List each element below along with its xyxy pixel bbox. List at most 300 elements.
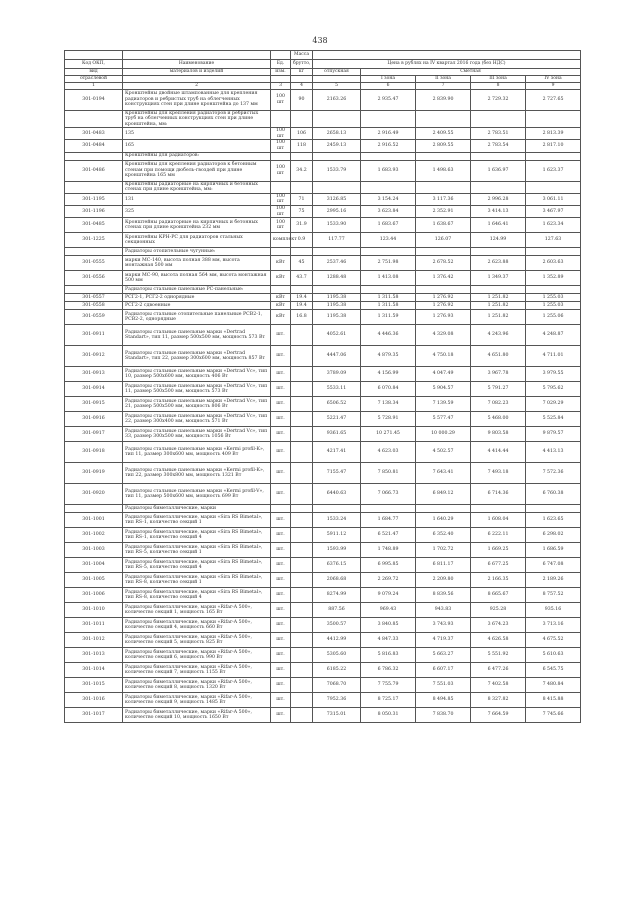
empty-cell bbox=[271, 505, 291, 513]
unit-cell: кВт bbox=[271, 256, 291, 271]
item-name: Радиаторы стальные панельные марки «Kermi profil-V», тип 11, размер 500х600 мм, мощность 699 Вт bbox=[123, 484, 271, 505]
code-cell: 301-0919 bbox=[65, 463, 123, 484]
mass-cell: 0.9 bbox=[291, 233, 313, 248]
zone-price-4: 5 610.63 bbox=[526, 648, 581, 663]
zone-price-4: 1 352.89 bbox=[526, 271, 581, 286]
table-row bbox=[65, 271, 581, 286]
empty-cell bbox=[416, 286, 471, 294]
zone-price-2: 7 643.41 bbox=[416, 463, 471, 484]
empty-cell bbox=[313, 181, 361, 193]
zone-price-1: 2 935.47 bbox=[361, 89, 416, 110]
mass-cell: 75 bbox=[291, 206, 313, 218]
code-cell: 301-0485 bbox=[65, 218, 123, 233]
price-table bbox=[64, 50, 581, 723]
wholesale-price: 117.77 bbox=[313, 233, 361, 248]
item-name: Радиаторы биметаллические, марки «Rifar-A 500», количество секций 7, мощность 1155 Вт bbox=[123, 663, 271, 678]
item-name: Радиаторы стальные панельные марки «Dertrad Vc», тип 33, размер 300х500 мм, мощность 1056 Вт bbox=[123, 427, 271, 442]
section-name: Радиаторы стальные панельные РС-панельные: bbox=[123, 286, 271, 294]
unit-cell: шт. bbox=[271, 618, 291, 633]
zone-price-1: 3 154.24 bbox=[361, 193, 416, 205]
item-name: Радиаторы биметаллические, марки «Rifar-A 500», количество секций 1, мощность 165 Вт bbox=[123, 603, 271, 618]
code-cell: 301-1225 bbox=[65, 233, 123, 248]
empty-cell bbox=[471, 152, 526, 160]
zone-price-3: 4 651.80 bbox=[471, 346, 526, 367]
item-name: марки МС-140, высота полная 388 мм, высота монтажная 500 мм bbox=[123, 256, 271, 271]
zone-price-2: 1 276.92 bbox=[416, 302, 471, 310]
item-name: Радиаторы биметаллические, марки «Rifar-A 500», количество секций 8, мощность 1320 Вт bbox=[123, 678, 271, 693]
unit-cell: шт. bbox=[271, 603, 291, 618]
code-cell: 301-0486 bbox=[65, 160, 123, 181]
zone-price-1: 1 683.67 bbox=[361, 218, 416, 233]
page-number: 438 bbox=[312, 36, 328, 45]
zone-price-4: 3 467.97 bbox=[526, 206, 581, 218]
code-cell: 301-0911 bbox=[65, 325, 123, 346]
header-name-label: Наименование bbox=[123, 60, 271, 69]
zone-price-3: 2 623.88 bbox=[471, 256, 526, 271]
zone-price-3: 2 166.35 bbox=[471, 573, 526, 588]
unit-cell: шт. bbox=[271, 633, 291, 648]
wholesale-price: 7952.36 bbox=[313, 693, 361, 708]
wholesale-price: 4412.99 bbox=[313, 633, 361, 648]
mass-cell bbox=[291, 367, 313, 382]
mass-cell: 45 bbox=[291, 256, 313, 271]
wholesale-price: 3126.85 bbox=[313, 193, 361, 205]
zone-price-2: 2 409.55 bbox=[416, 128, 471, 140]
header-price-title: Цена в рублях на IV квартал 2016 года (без НДС) bbox=[313, 60, 581, 69]
item-name: Радиаторы биметаллические, марки «Sira RS Bimetal», тип RS-8, количество секций 1 bbox=[123, 573, 271, 588]
code-cell: 301-0556 bbox=[65, 271, 123, 286]
zone-price-2: 7 139.59 bbox=[416, 397, 471, 412]
table-row bbox=[65, 397, 581, 412]
zone-price-4: 3 061.11 bbox=[526, 193, 581, 205]
zone-price-2: 4 750.18 bbox=[416, 346, 471, 367]
mass-cell: 19.4 bbox=[291, 302, 313, 310]
zone-price-3: 7 082.23 bbox=[471, 397, 526, 412]
item-name: РСГ2-1, РСГ2-2 однорядные bbox=[123, 294, 271, 302]
zone-price-1: 7 066.73 bbox=[361, 484, 416, 505]
unit-cell: 100 шт bbox=[271, 89, 291, 110]
zone-price-2: 3 743.93 bbox=[416, 618, 471, 633]
zone-price-4: 1 623.37 bbox=[526, 160, 581, 181]
zone-price-4: 2 603.63 bbox=[526, 256, 581, 271]
header-wholesale: отпускная bbox=[313, 69, 361, 76]
zone-price-3: 5 791.27 bbox=[471, 382, 526, 397]
table-row bbox=[65, 442, 581, 463]
item-name: Радиаторы биметаллические, марки «Sira RS Bimetal», тип RS-1, количество секций 4 bbox=[123, 528, 271, 543]
zone-price-2: 1 640.29 bbox=[416, 513, 471, 528]
zone-price-2: 5 663.27 bbox=[416, 648, 471, 663]
empty-cell bbox=[526, 181, 581, 193]
mass-cell bbox=[291, 573, 313, 588]
code-cell: 301-0912 bbox=[65, 346, 123, 367]
empty-cell bbox=[526, 286, 581, 294]
mass-cell bbox=[291, 603, 313, 618]
item-name: Радиаторы стальные панельные марки «Dertrad Vc», тип 22, размер 300х400 мм, мощность 571 Вт bbox=[123, 412, 271, 427]
zone-price-1: 8 725.17 bbox=[361, 693, 416, 708]
zone-price-4: 2 727.65 bbox=[526, 89, 581, 110]
table-row bbox=[65, 294, 581, 302]
zone-price-4: 7 029.29 bbox=[526, 397, 581, 412]
zone-price-2: 1 376.42 bbox=[416, 271, 471, 286]
code-cell: 301-1016 bbox=[65, 693, 123, 708]
empty-cell bbox=[271, 181, 291, 193]
zone-price-2: 6 607.17 bbox=[416, 663, 471, 678]
zone-price-3: 2 783.54 bbox=[471, 140, 526, 152]
empty-cell bbox=[526, 505, 581, 513]
zone-price-4: 7 745.66 bbox=[526, 708, 581, 723]
table-row bbox=[65, 193, 581, 205]
item-name: 165 bbox=[123, 140, 271, 152]
code-cell: 301-1196 bbox=[65, 206, 123, 218]
zone-price-1: 2 269.72 bbox=[361, 573, 416, 588]
zone-price-2: 3 117.36 bbox=[416, 193, 471, 205]
mass-cell: 118 bbox=[291, 140, 313, 152]
section-row bbox=[65, 110, 581, 128]
unit-cell: шт. bbox=[271, 346, 291, 367]
zone-price-2: 7 838.70 bbox=[416, 708, 471, 723]
wholesale-price: 2995.16 bbox=[313, 206, 361, 218]
empty-cell bbox=[271, 286, 291, 294]
wholesale-price: 2537.46 bbox=[313, 256, 361, 271]
item-name: Радиаторы стальные панельные марки «Dertrad Vc», тип 21, размер 500х500 мм, мощность 806 Вт bbox=[123, 397, 271, 412]
section-name: Радиаторы отопительные чугунные: bbox=[123, 248, 271, 256]
zone-price-4: 1 686.59 bbox=[526, 543, 581, 558]
unit-cell: 100 шт bbox=[271, 128, 291, 140]
code-cell: 301-0484 bbox=[65, 140, 123, 152]
zone-price-4: 2 189.26 bbox=[526, 573, 581, 588]
header-mass3: кг bbox=[291, 69, 313, 76]
zone-price-1: 7 138.34 bbox=[361, 397, 416, 412]
empty-cell bbox=[361, 110, 416, 128]
zone-price-2: 2 839.90 bbox=[416, 89, 471, 110]
code-cell: 301-1013 bbox=[65, 648, 123, 663]
zone-price-2: 2 209.80 bbox=[416, 573, 471, 588]
mass-cell bbox=[291, 588, 313, 603]
zone-price-3: 1 646.41 bbox=[471, 218, 526, 233]
item-name: марки МС-90, высота полная 564 мм, высота монтажная 500 мм bbox=[123, 271, 271, 286]
empty-cell bbox=[471, 110, 526, 128]
zone-price-4: 2 813.39 bbox=[526, 128, 581, 140]
zone-price-2: 5 904.57 bbox=[416, 382, 471, 397]
zone-price-3: 1 349.37 bbox=[471, 271, 526, 286]
item-name: Радиаторы биметаллические, марки «Rifar-A 500», количество секций 4, мощность 660 Вт bbox=[123, 618, 271, 633]
empty-cell bbox=[361, 248, 416, 256]
zone-price-3: 1 251.82 bbox=[471, 294, 526, 302]
zone-price-2: 126.07 bbox=[416, 233, 471, 248]
header-blank-c bbox=[291, 76, 313, 83]
zone-price-4: 3 713.16 bbox=[526, 618, 581, 633]
mass-cell bbox=[291, 463, 313, 484]
zone-price-3: 4 414.44 bbox=[471, 442, 526, 463]
unit-cell: 100 шт bbox=[271, 140, 291, 152]
wholesale-price: 2658.13 bbox=[313, 128, 361, 140]
header-zone-3: III зона bbox=[471, 76, 526, 83]
wholesale-price: 1593.99 bbox=[313, 543, 361, 558]
zone-price-2: 4 719.37 bbox=[416, 633, 471, 648]
section-row bbox=[65, 286, 581, 294]
code-cell: 301-1195 bbox=[65, 193, 123, 205]
zone-price-1: 3 623.84 bbox=[361, 206, 416, 218]
zone-price-3: 1 608.04 bbox=[471, 513, 526, 528]
wholesale-price: 6440.63 bbox=[313, 484, 361, 505]
table-row bbox=[65, 233, 581, 248]
code-cell: 301-0559 bbox=[65, 310, 123, 325]
zone-price-3: 5 468.00 bbox=[471, 412, 526, 427]
code-cell: 301-1003 bbox=[65, 543, 123, 558]
colnum-3: 3 bbox=[271, 83, 291, 90]
zone-price-1: 4 156.99 bbox=[361, 367, 416, 382]
item-name: Радиаторы биметаллические, марки «Sira RS Bimetal», тип RS-5, количество секций 4 bbox=[123, 558, 271, 573]
table-row bbox=[65, 603, 581, 618]
zone-price-3: 2 996.28 bbox=[471, 193, 526, 205]
zone-price-3: 6 222.11 bbox=[471, 528, 526, 543]
wholesale-price: 1533.79 bbox=[313, 160, 361, 181]
table-row bbox=[65, 558, 581, 573]
header-blank-b bbox=[271, 76, 291, 83]
zone-price-2: 2 352.91 bbox=[416, 206, 471, 218]
empty-cell bbox=[361, 505, 416, 513]
table-row bbox=[65, 128, 581, 140]
empty-cell bbox=[291, 181, 313, 193]
mass-cell bbox=[291, 693, 313, 708]
table-row bbox=[65, 678, 581, 693]
mass-cell: 106 bbox=[291, 128, 313, 140]
section-row bbox=[65, 505, 581, 513]
unit-cell: шт. bbox=[271, 708, 291, 723]
wholesale-price: 5305.60 bbox=[313, 648, 361, 663]
colnum-6: 6 bbox=[361, 83, 416, 90]
unit-cell: комплект bbox=[271, 233, 291, 248]
code-cell bbox=[65, 286, 123, 294]
zone-price-1: 5 728.91 bbox=[361, 412, 416, 427]
wholesale-price: 3789.09 bbox=[313, 367, 361, 382]
zone-price-3: 1 251.82 bbox=[471, 310, 526, 325]
zone-price-1: 6 786.32 bbox=[361, 663, 416, 678]
zone-price-4: 8 757.52 bbox=[526, 588, 581, 603]
header-unit2: изм. bbox=[271, 69, 291, 76]
section-row bbox=[65, 248, 581, 256]
item-name: Радиаторы стальные панельные марки «Kermi profil-K», тип 22, размер 300х800 мм, мощность 1321 Вт bbox=[123, 463, 271, 484]
zone-price-2: 6 352.40 bbox=[416, 528, 471, 543]
code-cell: 301-0915 bbox=[65, 397, 123, 412]
code-cell: 301-1014 bbox=[65, 663, 123, 678]
unit-cell: кВт bbox=[271, 302, 291, 310]
zone-price-4: 8 415.88 bbox=[526, 693, 581, 708]
header-code-cell bbox=[65, 51, 123, 60]
zone-price-1: 6 070.84 bbox=[361, 382, 416, 397]
unit-cell: шт. bbox=[271, 573, 291, 588]
zone-price-1: 1 683.93 bbox=[361, 160, 416, 181]
table-row bbox=[65, 89, 581, 110]
zone-price-2: 1 638.67 bbox=[416, 218, 471, 233]
table-row bbox=[65, 382, 581, 397]
code-cell: 301-0194 bbox=[65, 89, 123, 110]
mass-cell: 90 bbox=[291, 89, 313, 110]
item-name: Радиаторы биметаллические, марки «Sira RS Bimetal», тип RS-8, количество секций 4 bbox=[123, 588, 271, 603]
colnum-9: 9 bbox=[526, 83, 581, 90]
unit-cell: шт. bbox=[271, 543, 291, 558]
zone-price-1: 10 271.45 bbox=[361, 427, 416, 442]
zone-price-4: 4 413.13 bbox=[526, 442, 581, 463]
item-name: РСГ2-2 сдвоенные bbox=[123, 302, 271, 310]
unit-cell: шт. bbox=[271, 513, 291, 528]
mass-cell bbox=[291, 558, 313, 573]
zone-price-2: 6 811.17 bbox=[416, 558, 471, 573]
unit-cell: шт. bbox=[271, 325, 291, 346]
header-zone-4: IV зона bbox=[526, 76, 581, 83]
zone-price-1: 969.43 bbox=[361, 603, 416, 618]
code-cell bbox=[65, 181, 123, 193]
item-name: Радиаторы стальные панельные марки «Kermi profil-K», тип 11, размер 300х600 мм, мощность 409 Вт bbox=[123, 442, 271, 463]
wholesale-price: 3500.57 bbox=[313, 618, 361, 633]
code-cell: 301-0558 bbox=[65, 302, 123, 310]
empty-cell bbox=[526, 248, 581, 256]
item-name: Кронштейны двойные штампованные для крепления радиаторов и ребристых труб на облегченных конструкциях стен при длине кронштейна до 137 мм bbox=[123, 89, 271, 110]
zone-price-1: 1 311.59 bbox=[361, 310, 416, 325]
wholesale-price: 5221.47 bbox=[313, 412, 361, 427]
wholesale-price: 7155.47 bbox=[313, 463, 361, 484]
mass-cell: 71 bbox=[291, 193, 313, 205]
item-name: Радиаторы стальные панельные марки «Dertrad Vc», тип 10, размер 500х600 мм, мощность 406 Вт bbox=[123, 367, 271, 382]
item-name: 325 bbox=[123, 206, 271, 218]
zone-price-1: 6 521.47 bbox=[361, 528, 416, 543]
empty-cell bbox=[361, 152, 416, 160]
empty-cell bbox=[471, 248, 526, 256]
table-row bbox=[65, 573, 581, 588]
unit-cell: 100 шт bbox=[271, 160, 291, 181]
empty-cell bbox=[416, 110, 471, 128]
wholesale-price: 1533.90 bbox=[313, 218, 361, 233]
zone-price-1: 4 446.36 bbox=[361, 325, 416, 346]
zone-price-4: 7 480.84 bbox=[526, 678, 581, 693]
unit-cell: шт. bbox=[271, 382, 291, 397]
code-cell: 301-1001 bbox=[65, 513, 123, 528]
code-cell: 301-0557 bbox=[65, 294, 123, 302]
unit-cell: шт. bbox=[271, 484, 291, 505]
wholesale-price: 1195.38 bbox=[313, 294, 361, 302]
empty-cell bbox=[313, 110, 361, 128]
zone-price-3: 2 783.51 bbox=[471, 128, 526, 140]
zone-price-2: 5 577.47 bbox=[416, 412, 471, 427]
item-name: 131 bbox=[123, 193, 271, 205]
table-row bbox=[65, 463, 581, 484]
zone-price-1: 1 413.08 bbox=[361, 271, 416, 286]
empty-cell bbox=[291, 286, 313, 294]
empty-cell bbox=[471, 286, 526, 294]
zone-price-4: 127.63 bbox=[526, 233, 581, 248]
mass-cell bbox=[291, 678, 313, 693]
unit-cell: шт. bbox=[271, 397, 291, 412]
zone-price-3: 7 664.59 bbox=[471, 708, 526, 723]
code-cell: 301-1006 bbox=[65, 588, 123, 603]
zone-price-4: 4 675.52 bbox=[526, 633, 581, 648]
zone-price-2: 2 809.55 bbox=[416, 140, 471, 152]
colnum-2: 2 bbox=[123, 83, 271, 90]
zone-price-3: 3 414.13 bbox=[471, 206, 526, 218]
mass-cell bbox=[291, 543, 313, 558]
unit-cell: шт. bbox=[271, 558, 291, 573]
mass-cell bbox=[291, 325, 313, 346]
empty-cell bbox=[313, 286, 361, 294]
table-row bbox=[65, 256, 581, 271]
zone-price-4: 1 255.03 bbox=[526, 302, 581, 310]
zone-price-1: 9 079.24 bbox=[361, 588, 416, 603]
unit-cell: 100 шт bbox=[271, 193, 291, 205]
zone-price-4: 9 879.57 bbox=[526, 427, 581, 442]
zone-price-2: 10 000.29 bbox=[416, 427, 471, 442]
zone-price-3: 925.28 bbox=[471, 603, 526, 618]
wholesale-price: 887.56 bbox=[313, 603, 361, 618]
zone-price-4: 6 760.38 bbox=[526, 484, 581, 505]
zone-price-2: 8 839.56 bbox=[416, 588, 471, 603]
zone-price-3: 124.99 bbox=[471, 233, 526, 248]
code-cell bbox=[65, 152, 123, 160]
section-name: Кронштейны для крепления радиаторов и ребристых труб на облегченных конструкциях стен при длине кронштейна, мм: bbox=[123, 110, 271, 128]
wholesale-price: 6185.22 bbox=[313, 663, 361, 678]
unit-cell: шт. bbox=[271, 442, 291, 463]
table-row bbox=[65, 218, 581, 233]
table-row bbox=[65, 302, 581, 310]
zone-price-1: 3 840.85 bbox=[361, 618, 416, 633]
header-code3: отраслевой bbox=[65, 76, 123, 83]
zone-price-4: 7 572.36 bbox=[526, 463, 581, 484]
code-cell: 301-1012 bbox=[65, 633, 123, 648]
zone-price-4: 1 623.65 bbox=[526, 513, 581, 528]
code-cell: 301-1005 bbox=[65, 573, 123, 588]
zone-price-4: 1 255.06 bbox=[526, 310, 581, 325]
zone-price-1: 5 816.83 bbox=[361, 648, 416, 663]
zone-price-2: 1 276.92 bbox=[416, 294, 471, 302]
unit-cell: шт. bbox=[271, 427, 291, 442]
table-row bbox=[65, 206, 581, 218]
empty-cell bbox=[313, 152, 361, 160]
unit-cell: шт. bbox=[271, 528, 291, 543]
empty-cell bbox=[291, 505, 313, 513]
code-cell: 301-1011 bbox=[65, 618, 123, 633]
zone-price-4: 2 817.10 bbox=[526, 140, 581, 152]
unit-cell: шт. bbox=[271, 588, 291, 603]
zone-price-4: 1 623.34 bbox=[526, 218, 581, 233]
mass-cell bbox=[291, 412, 313, 427]
wholesale-price: 6376.15 bbox=[313, 558, 361, 573]
wholesale-price: 5533.11 bbox=[313, 382, 361, 397]
zone-price-3: 3 674.23 bbox=[471, 618, 526, 633]
wholesale-price: 2459.13 bbox=[313, 140, 361, 152]
table-row bbox=[65, 513, 581, 528]
wholesale-price: 1195.38 bbox=[313, 310, 361, 325]
item-name: Радиаторы биметаллические, марки «Sira RS Bimetal», тип RS-5, количество секций 1 bbox=[123, 543, 271, 558]
zone-price-4: 3 979.55 bbox=[526, 367, 581, 382]
header-unit-cell bbox=[271, 51, 291, 60]
code-cell: 301-0483 bbox=[65, 128, 123, 140]
wholesale-price: 7068.70 bbox=[313, 678, 361, 693]
zone-price-3: 8 665.67 bbox=[471, 588, 526, 603]
mass-cell bbox=[291, 442, 313, 463]
empty-cell bbox=[416, 248, 471, 256]
table-row bbox=[65, 528, 581, 543]
table-row bbox=[65, 412, 581, 427]
zone-price-1: 6 995.85 bbox=[361, 558, 416, 573]
empty-cell bbox=[526, 110, 581, 128]
colnum-1: 1 bbox=[65, 83, 123, 90]
code-cell: 301-1004 bbox=[65, 558, 123, 573]
wholesale-price: 2163.26 bbox=[313, 89, 361, 110]
zone-price-2: 1 498.63 bbox=[416, 160, 471, 181]
wholesale-price: 1195.38 bbox=[313, 302, 361, 310]
colnum-7: 7 bbox=[416, 83, 471, 90]
table-row bbox=[65, 160, 581, 181]
item-name: Кронштейны для крепления радиаторов к бетонным стенам при помощи дюбель-гвоздей при длине кронштейна 165 мм bbox=[123, 160, 271, 181]
